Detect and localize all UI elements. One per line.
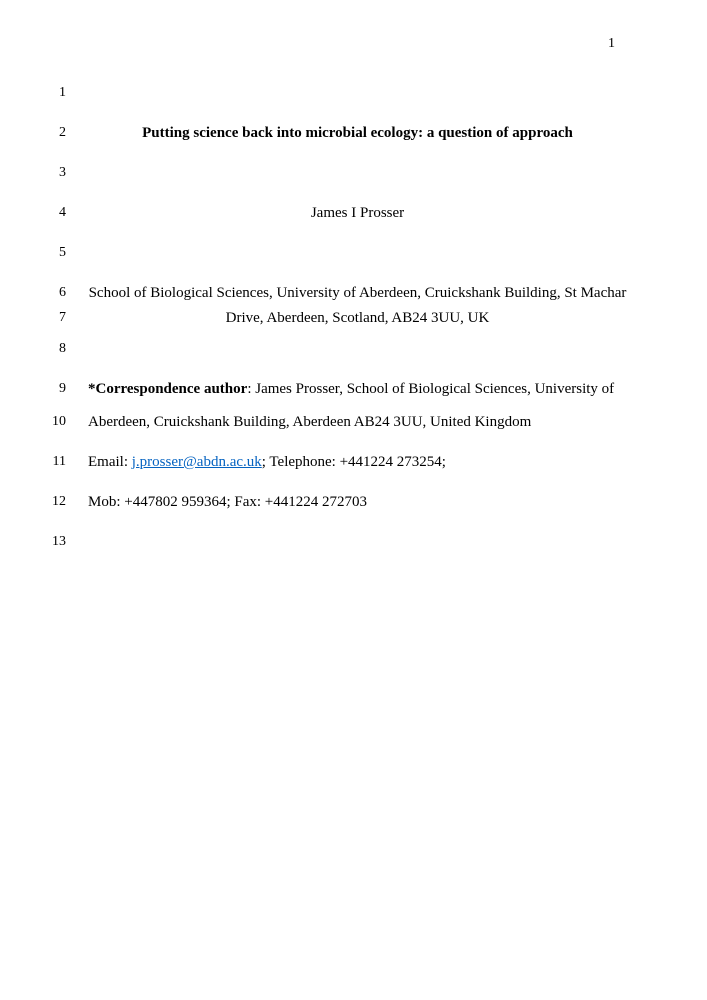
line-12 xyxy=(0,493,707,511)
line-number: 3 xyxy=(59,165,66,180)
line-number: 10 xyxy=(52,414,66,429)
line-7 xyxy=(0,309,707,327)
line-10 xyxy=(0,413,707,431)
email-link[interactable]: j.prosser@abdn.ac.uk xyxy=(131,454,262,470)
line-11 xyxy=(0,453,707,471)
line-number: 1 xyxy=(59,85,66,100)
line-6 xyxy=(0,284,707,302)
affiliation-line-1: School of Biological Sciences, University of Aberdeen, Cruickshank Building, St Machar xyxy=(88,285,627,301)
line-4 xyxy=(0,204,707,222)
correspondence-line-2: Aberdeen, Cruickshank Building, Aberdeen AB24 3UU, United Kingdom xyxy=(88,414,532,430)
contact-line xyxy=(88,453,627,471)
correspondence-label: *Correspondence author xyxy=(88,381,248,397)
page-number: 1 xyxy=(608,36,615,51)
line-number: 11 xyxy=(52,454,66,469)
telephone-text: ; Telephone: +441224 273254; xyxy=(261,454,446,470)
line-number: 12 xyxy=(52,494,66,509)
line-2 xyxy=(0,124,707,142)
author-name: James I Prosser xyxy=(310,205,405,221)
line-number: 13 xyxy=(52,534,66,549)
paper-title: Putting science back into microbial ecology: a question of approach xyxy=(142,125,573,141)
line-number: 2 xyxy=(59,125,66,140)
line-number: 6 xyxy=(59,285,66,300)
affiliation-line-2: Drive, Aberdeen, Scotland, AB24 3UU, UK xyxy=(225,310,490,326)
line-number: 5 xyxy=(59,245,66,260)
line-number: 8 xyxy=(59,341,66,356)
line-number: 7 xyxy=(59,310,66,325)
mob-fax-line: Mob: +447802 959364; Fax: +441224 272703 xyxy=(88,494,368,510)
correspondence-line-1 xyxy=(88,380,627,398)
email-label: Email: xyxy=(88,454,132,470)
line-number: 9 xyxy=(59,381,66,396)
line-number: 4 xyxy=(59,205,66,220)
correspondence-text: : James Prosser, School of Biological Sciences, University of xyxy=(247,381,615,397)
line-9 xyxy=(0,380,707,398)
